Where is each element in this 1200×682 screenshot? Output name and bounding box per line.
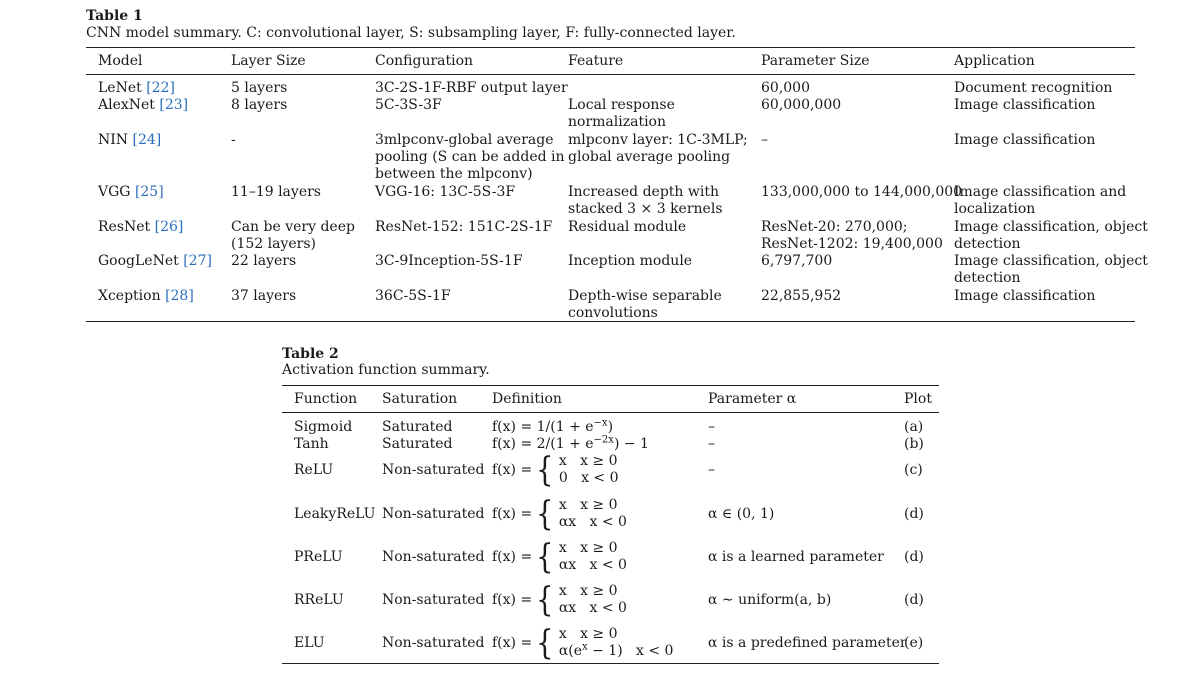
table2-cell-function: Sigmoid [294, 419, 353, 435]
table1-cell-layer-size: 5 layers [231, 80, 288, 96]
table1-cell-model [98, 219, 183, 236]
table2-cell-definition: f(x) = { x x ≥ 0 αx x < 0 [492, 494, 627, 534]
table1-cell-application: localization [954, 201, 1036, 217]
model-name: GoogLeNet [98, 253, 184, 269]
table2-cell-plot: (b) [904, 436, 924, 452]
table1-cell-layer-size: 37 layers [231, 288, 297, 304]
table2-cell-function: ELU [294, 635, 325, 651]
table2-header-plot: Plot [904, 391, 932, 407]
citation-link[interactable]: [24] [132, 132, 162, 148]
citation-link[interactable]: [25] [134, 184, 164, 200]
table1-cell-configuration: VGG-16: 13C-5S-3F [375, 184, 516, 200]
brace-symbol: { [536, 623, 554, 663]
table2-cell-plot: (d) [904, 506, 924, 522]
table1-label: Table 1 [86, 8, 143, 24]
table2-top-rule [282, 385, 939, 386]
table1-cell-application: Image classification, object [954, 219, 1148, 235]
table1-cell-model [98, 253, 212, 270]
table1-cell-configuration: 3C-9Inception-5S-1F [375, 253, 523, 269]
table1-cell-configuration: 36C-5S-1F [375, 288, 451, 304]
table1-cell-layer-size: 22 layers [231, 253, 297, 269]
table1-caption: CNN model summary. C: convolutional layer, S: subsampling layer, F: fully-connected layer. [86, 25, 736, 41]
table2-cell-parameter: α ∼ uniform(a, b) [708, 592, 832, 608]
table2-cell-plot: (c) [904, 462, 923, 478]
table1-cell-parameter-size: ResNet-1202: 19,400,000 [761, 236, 943, 252]
citation-link[interactable]: [23] [159, 97, 189, 113]
table2-cell-function: ReLU [294, 462, 334, 478]
table1-header-feature: Feature [568, 53, 624, 69]
table1-cell-layer-size: 11–19 layers [231, 184, 321, 200]
table1-top-rule [86, 47, 1135, 48]
table1-cell-application: detection [954, 236, 1021, 252]
table1-cell-feature: Depth-wise separable [568, 288, 722, 304]
table2-cell-definition: f(x) = { x x ≥ 0 αx x < 0 [492, 537, 627, 577]
table1-header-model: Model [98, 53, 143, 69]
table2-cell-plot: (e) [904, 635, 924, 651]
table1-cell-configuration: 3mlpconv-global average [375, 132, 554, 148]
table2-cell-function: RReLU [294, 592, 344, 608]
table1-header-parameter-size: Parameter Size [761, 53, 870, 69]
table1-cell-layer-size: - [231, 132, 236, 148]
table1-cell-configuration: between the mlpconv) [375, 166, 533, 182]
table1-cell-application: Image classification and [954, 184, 1127, 200]
citation-link[interactable]: [27] [183, 253, 212, 269]
citation-link[interactable]: [28] [165, 288, 194, 304]
table2-caption: Activation function summary. [282, 362, 490, 378]
table1-cell-layer-size: 8 layers [231, 97, 288, 113]
table1-cell-feature: stacked 3 × 3 kernels [568, 201, 723, 217]
table1-cell-parameter-size: – [761, 132, 768, 148]
table2-cell-parameter: α is a learned parameter [708, 549, 884, 565]
table2-cell-definition: f(x) = { x x ≥ 0 $\alpha(e^x - 1) x < 0$ [492, 623, 674, 663]
table1-cell-application: Image classification, object [954, 253, 1148, 269]
table2-cell-saturation: Non-saturated [382, 549, 485, 565]
table2-cell-saturation: Non-saturated [382, 592, 485, 608]
table2-cell-parameter: – [708, 462, 715, 478]
table1-cell-application: Image classification [954, 97, 1096, 113]
model-name: NIN [98, 132, 133, 148]
table2-cell-parameter: α ∈ (0, 1) [708, 506, 775, 522]
table1-cell-parameter-size: 133,000,000 to 144,000,000 [761, 184, 963, 200]
table1-cell-application: Document recognition [954, 80, 1113, 96]
table1-cell-application: Image classification [954, 132, 1096, 148]
table2-cell-saturation: Non-saturated [382, 635, 485, 651]
table1-cell-parameter-size: 6,797,700 [761, 253, 833, 269]
table2-cell-function: Tanh [294, 436, 329, 452]
table2-cell-definition: $f(x) = 2/(1 + e^{-2x}) - 1$ [492, 434, 649, 452]
table2-header-saturation: Saturation [382, 391, 458, 407]
table2-cell-parameter: α is a predefined parameter [708, 635, 907, 651]
table1-cell-feature: Residual module [568, 219, 687, 235]
model-name: AlexNet [98, 97, 160, 113]
model-name: LeNet [98, 80, 147, 96]
table1-cell-feature: mlpconv layer: 1C-3MLP; [568, 132, 748, 148]
table2-cell-saturation: Non-saturated [382, 506, 485, 522]
table1-cell-layer-size: Can be very deep [231, 219, 355, 235]
table2-cell-saturation: Saturated [382, 436, 453, 452]
citation-link[interactable]: [22] [146, 80, 175, 96]
table1-header-application: Application [954, 53, 1035, 69]
model-name: Xception [98, 288, 166, 304]
table1-header-configuration: Configuration [375, 53, 474, 69]
table2-header-parameter: Parameter α [708, 391, 797, 407]
model-name: VGG [98, 184, 135, 200]
table2-cell-parameter: – [708, 419, 715, 435]
table1-cell-model [98, 132, 161, 149]
table2-header-rule [282, 412, 939, 413]
table1-cell-layer-size: (152 layers) [231, 236, 316, 252]
table1-cell-model [98, 80, 175, 97]
table1-cell-application: detection [954, 270, 1021, 286]
table1-cell-feature: Inception module [568, 253, 693, 269]
table1-cell-feature: convolutions [568, 305, 658, 321]
table2-header-definition: Definition [492, 391, 562, 407]
table2-cell-definition: $f(x) = 1/(1 + e^{-x})$ [492, 417, 614, 435]
brace-symbol: { [536, 537, 554, 577]
table2-label: Table 2 [282, 346, 339, 362]
table1-header-rule [86, 74, 1135, 75]
table1-cell-model [98, 184, 164, 201]
brace-symbol: { [536, 580, 554, 620]
table1-header-layer-size: Layer Size [231, 53, 306, 69]
table2-bottom-rule [282, 663, 939, 664]
table2-cell-parameter: – [708, 436, 715, 452]
table2-cell-saturation: Non-saturated [382, 462, 485, 478]
table1-cell-parameter-size: 60,000,000 [761, 97, 842, 113]
table1-cell-parameter-size: 22,855,952 [761, 288, 842, 304]
table1-cell-configuration: 3C-2S-1F-RBF output layer [375, 80, 568, 96]
table2-cell-definition: f(x) = { x x ≥ 0 αx x < 0 [492, 580, 627, 620]
brace-symbol: { [536, 450, 554, 490]
table1-cell-configuration: ResNet-152: 151C-2S-1F [375, 219, 553, 235]
table1-cell-configuration: 5C-3S-3F [375, 97, 442, 113]
table2-cell-plot: (d) [904, 549, 924, 565]
brace-symbol: { [536, 494, 554, 534]
table1-cell-parameter-size: 60,000 [761, 80, 810, 96]
model-name: ResNet [98, 219, 155, 235]
table2-cell-function: LeakyReLU [294, 506, 376, 522]
table1-cell-feature: Increased depth with [568, 184, 719, 200]
table1-cell-feature: global average pooling [568, 149, 731, 165]
table2-cell-plot: (d) [904, 592, 924, 608]
table2-cell-function: PReLU [294, 549, 343, 565]
table2-header-function: Function [294, 391, 358, 407]
table2-cell-definition: f(x) = { x x ≥ 0 0 x < 0 [492, 450, 619, 490]
table1-cell-feature: Local response [568, 97, 675, 113]
table1-cell-application: Image classification [954, 288, 1096, 304]
table2-cell-saturation: Saturated [382, 419, 453, 435]
table1-cell-model [98, 97, 188, 114]
table1-cell-parameter-size: ResNet-20: 270,000; [761, 219, 908, 235]
citation-link[interactable]: [26] [154, 219, 184, 235]
table2-cell-plot: (a) [904, 419, 924, 435]
table1-cell-configuration: pooling (S can be added in [375, 149, 565, 165]
table1-cell-feature: normalization [568, 114, 666, 130]
table1-cell-model [98, 288, 194, 305]
